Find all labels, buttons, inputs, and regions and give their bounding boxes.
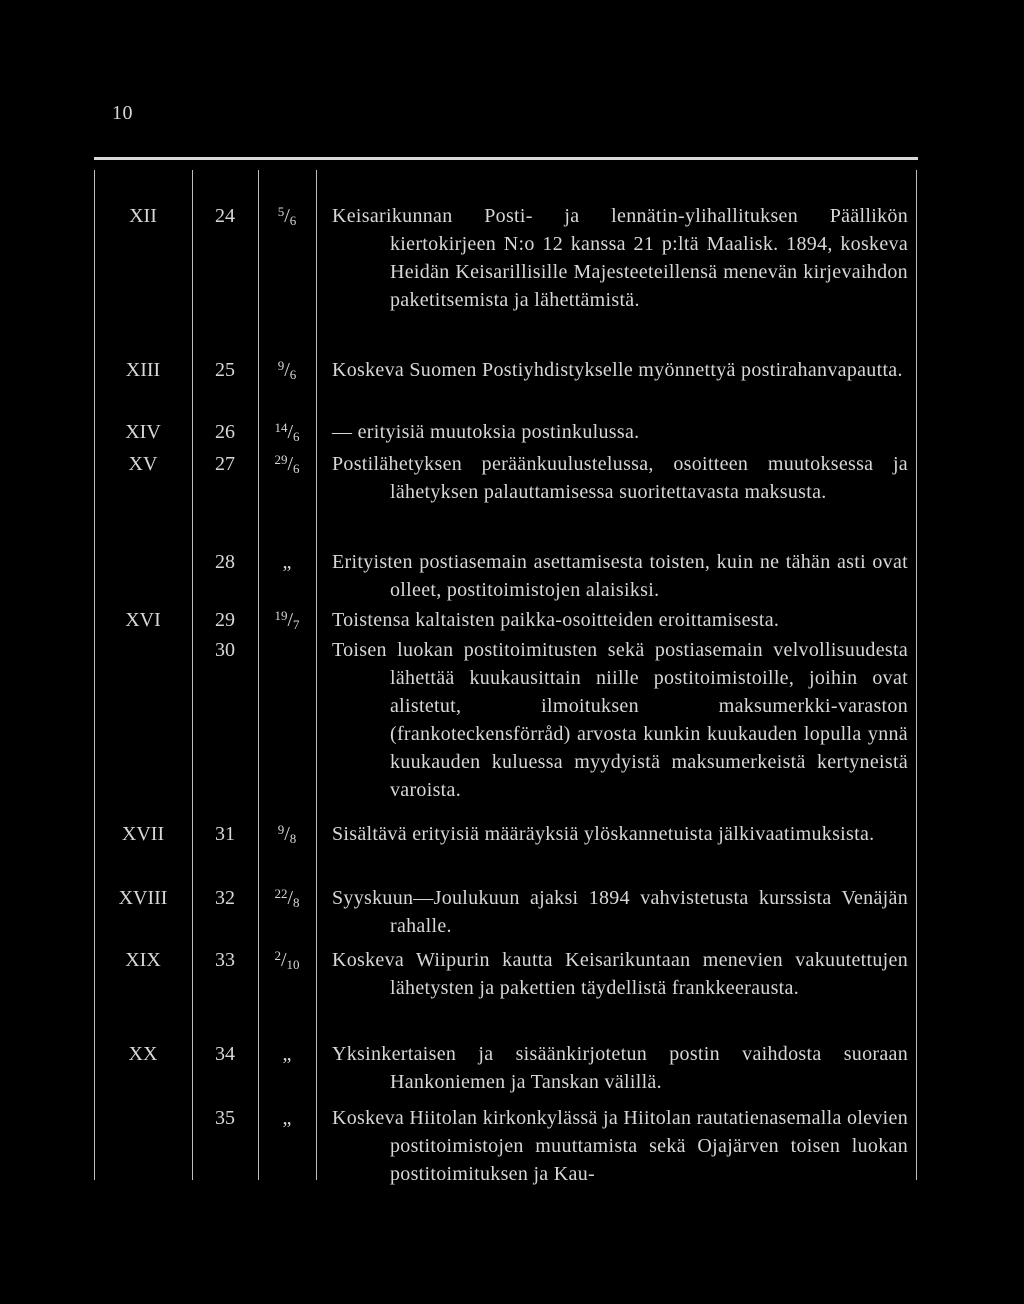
- row-roman-numeral: XVI: [125, 609, 161, 631]
- row-number: 28: [215, 551, 235, 573]
- row-date: $^{22}/_8$: [274, 886, 300, 910]
- row-roman-numeral: XIII: [125, 359, 161, 381]
- row-description: Toistensa kaltaisten paikka-osoitteiden eroittamisesta.: [332, 609, 780, 631]
- row-date: $^2/_{10}$: [274, 948, 300, 972]
- row-date: $^9/_8$: [277, 822, 297, 846]
- row-description: Koskeva Suomen Postiyhdistykselle myönnettyä postirahanvapautta.: [332, 359, 903, 381]
- row-number: 31: [215, 823, 235, 845]
- row-roman-numeral: XII: [129, 205, 157, 227]
- row-description: Koskeva Wiipurin kautta Keisarikuntaan menevien vakuutettujen lähetysten ja pakettien täydellistä frankkeerausta.: [332, 949, 908, 999]
- row-number: 30: [215, 639, 235, 661]
- row-date-ditto: „: [282, 1043, 292, 1065]
- row-number: 26: [215, 421, 235, 443]
- row-date: $^5/_6$: [277, 204, 297, 228]
- row-roman-numeral: XIV: [125, 421, 161, 443]
- row-description: Erityisten postiasemain asettamisesta toisten, kuin ne tähän asti ovat olleet, postitoimistojen alaisiksi.: [332, 551, 908, 601]
- row-number: 25: [215, 359, 235, 381]
- row-number: 34: [215, 1043, 235, 1065]
- row-description: Koskeva Hiitolan kirkonkylässä ja Hiitolan rautatienasemalla olevien postitoimistojen muuttamista sekä Ojajärven toisen luokan postitoimituksen ja Kau-: [332, 1107, 908, 1185]
- row-description: Sisältävä erityisiä määräyksiä ylöskannetuista jälkivaatimuksista.: [332, 823, 875, 845]
- row-roman-numeral: XIX: [125, 949, 161, 971]
- row-roman-numeral: XVIII: [118, 887, 168, 909]
- row-description: Yksinkertaisen ja sisäänkirjotetun postin vaihdosta suoraan Hankoniemen ja Tanskan välillä.: [332, 1043, 908, 1093]
- row-description: Syyskuun—Joulukuun ajaksi 1894 vahvistetusta kurssista Venäjän rahalle.: [332, 887, 908, 937]
- row-description: — erityisiä muutoksia postinkulussa.: [332, 421, 640, 443]
- row-description: Postilähetyksen peräänkuulustelussa, osoitteen muutoksessa ja lähetyksen palauttamisessa suoritettavasta maksusta.: [332, 453, 908, 503]
- row-date-ditto: „: [282, 551, 292, 573]
- row-roman-numeral: XVII: [121, 823, 165, 845]
- row-roman-numeral: XV: [128, 453, 158, 475]
- row-description: Toisen luokan postitoimitusten sekä postiasemain velvollisuudesta lähettää kuukausittain niille postitoimistoille, joihin ovat alistetut, ilmoituksen maksumerkki-varaston (frankoteckensförråd) arvosta kunkin kuukauden lopulla ynnä kuukauden kuluessa myydyistä maksumerkeistä kertyneistä varoista.: [332, 639, 908, 801]
- row-number: 35: [215, 1107, 235, 1129]
- row-date: $^{29}/_6$: [274, 452, 300, 476]
- row-date: $^{19}/_7$: [274, 608, 300, 632]
- page-number: 10: [112, 102, 133, 124]
- row-number: 27: [215, 453, 235, 475]
- row-date-ditto: „: [282, 1107, 292, 1129]
- row-date: $^9/_6$: [277, 358, 297, 382]
- row-number: 29: [215, 609, 235, 631]
- row-description: Keisarikunnan Posti- ja lennätin-ylihallituksen Päällikön kiertokirjeen N:o 12 kanssa 21 p:ltä Maalisk. 1894, koskeva Heidän Keisarillisille Majesteeteillensä menevän kirjevaihdon paketitsemista ja lähettämistä.: [332, 205, 908, 311]
- row-number: 24: [215, 205, 235, 227]
- row-roman-numeral: XX: [128, 1043, 158, 1065]
- row-date: $^{14}/_6$: [274, 420, 300, 444]
- row-number: 33: [215, 949, 235, 971]
- row-number: 32: [215, 887, 235, 909]
